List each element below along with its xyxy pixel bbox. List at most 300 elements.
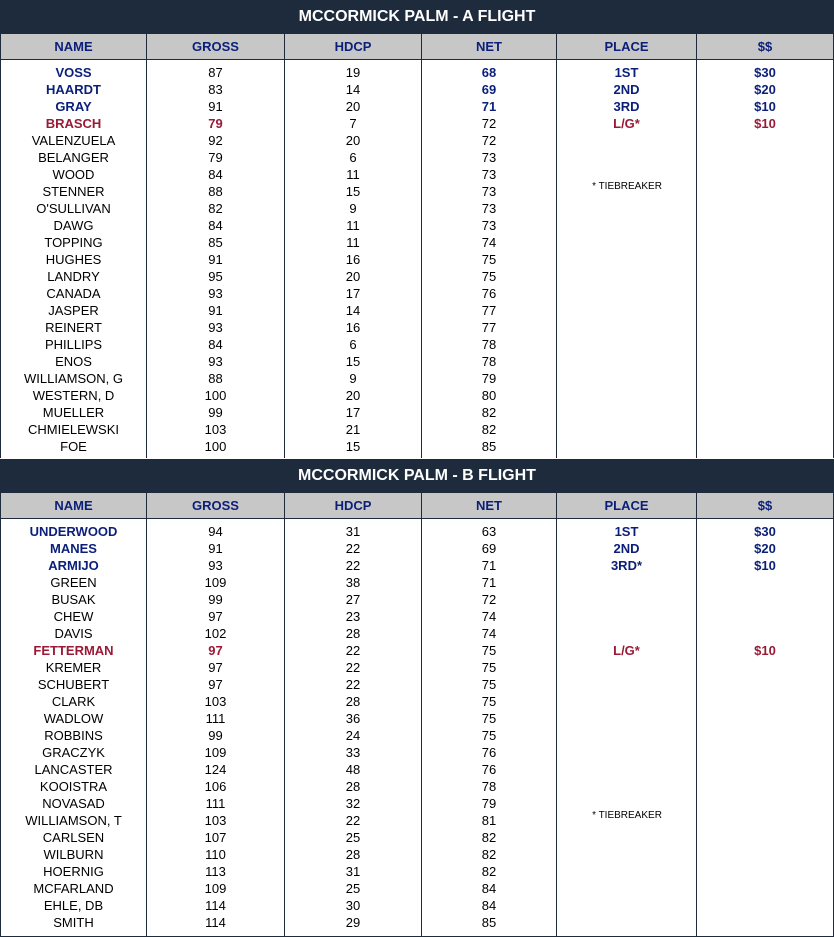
table-cell-money <box>697 591 833 608</box>
table-cell-gross: 92 <box>208 133 223 148</box>
header-hdcp: HDCP <box>285 493 422 518</box>
table-cell-place <box>557 404 696 421</box>
table-cell-net: 72 <box>481 133 497 148</box>
table-cell-name: FETTERMAN <box>33 643 114 658</box>
flight-b-body <box>0 519 834 937</box>
table-cell-gross: 91 <box>208 252 223 267</box>
table-cell-place <box>557 676 696 693</box>
table-cell-name: LANCASTER <box>34 762 113 777</box>
table-cell-hdcp: 20 <box>345 99 361 114</box>
table-cell-gross: 97 <box>208 609 223 624</box>
table-cell-hdcp: 16 <box>345 252 361 267</box>
table-cell-net: 63 <box>481 524 497 539</box>
table-cell-money <box>697 710 833 727</box>
table-cell-place <box>557 727 696 744</box>
table-cell-hdcp: 9 <box>349 371 357 386</box>
table-cell-gross: 94 <box>208 524 223 539</box>
table-cell-place <box>557 353 696 370</box>
table-cell-net: 75 <box>481 694 497 709</box>
table-cell-money <box>697 251 833 268</box>
table-cell-net: 82 <box>481 405 497 420</box>
table-cell-hdcp: 17 <box>345 405 361 420</box>
table-cell-hdcp: 14 <box>345 82 361 97</box>
table-cell-hdcp: 24 <box>345 728 361 743</box>
table-cell-name: DAWG <box>53 218 94 233</box>
table-cell-gross: 87 <box>208 65 223 80</box>
table-cell-money <box>697 880 833 897</box>
name-column <box>0 60 147 458</box>
table-cell-net: 75 <box>481 728 497 743</box>
table-cell-net: 78 <box>481 354 497 369</box>
table-cell-place <box>557 880 696 897</box>
header-gross: GROSS <box>147 34 285 59</box>
table-cell-place <box>557 608 696 625</box>
table-cell-place <box>557 302 696 319</box>
flight-a-title: MCCORMICK PALM - A FLIGHT <box>0 0 834 33</box>
table-cell-gross: 83 <box>208 82 223 97</box>
table-cell-money <box>697 914 833 931</box>
table-cell-hdcp: 14 <box>345 303 361 318</box>
table-cell-net: 71 <box>481 99 497 114</box>
header-money: $$ <box>697 34 834 59</box>
table-cell-place <box>557 778 696 795</box>
table-cell-name: WILLIAMSON, G <box>24 371 123 386</box>
table-cell-hdcp: 22 <box>345 813 361 828</box>
table-cell-net: 71 <box>481 575 497 590</box>
table-cell-hdcp: 11 <box>346 167 360 182</box>
table-cell-hdcp: 25 <box>345 830 361 845</box>
table-cell-money: $20 <box>754 541 776 556</box>
table-cell-money <box>697 353 833 370</box>
table-cell-money <box>697 744 833 761</box>
table-cell-gross: 103 <box>204 422 227 437</box>
table-cell-hdcp: 20 <box>345 388 361 403</box>
header-name: NAME <box>0 493 147 518</box>
table-cell-place <box>557 251 696 268</box>
table-cell-net: 78 <box>481 779 497 794</box>
table-cell-hdcp: 28 <box>345 694 361 709</box>
table-cell-money <box>697 676 833 693</box>
table-cell-money <box>697 234 833 251</box>
table-cell-hdcp: 20 <box>345 133 361 148</box>
table-cell-name: VALENZUELA <box>31 133 116 148</box>
table-cell-net: 77 <box>481 303 497 318</box>
table-cell-money <box>697 897 833 914</box>
gross-column <box>147 60 285 458</box>
table-cell-place <box>557 149 696 166</box>
table-cell-hdcp: 48 <box>345 762 361 777</box>
table-cell-gross: 85 <box>208 235 223 250</box>
header-net: NET <box>422 493 557 518</box>
table-cell-name: HUGHES <box>45 252 102 267</box>
table-cell-gross: 106 <box>204 779 227 794</box>
table-cell-name: HAARDT <box>46 82 101 97</box>
table-cell-hdcp: 22 <box>345 558 361 573</box>
table-cell-hdcp: 9 <box>349 201 357 216</box>
table-cell-money: $10 <box>754 99 776 114</box>
table-cell-name: MANES <box>50 541 97 556</box>
table-cell-net: 77 <box>481 320 497 335</box>
table-cell-name: DAVIS <box>54 626 93 641</box>
table-cell-hdcp: 28 <box>345 847 361 862</box>
table-cell-name: CHMIELEWSKI <box>27 422 119 437</box>
table-cell-gross: 99 <box>208 405 223 420</box>
table-cell-name: WILLIAMSON, T <box>25 813 122 828</box>
table-cell-net: 82 <box>481 422 497 437</box>
table-cell-hdcp: 20 <box>345 269 361 284</box>
flight-b-section <box>0 459 834 937</box>
table-cell-gross: 114 <box>205 915 226 930</box>
table-cell-name: PHILLIPS <box>44 337 103 352</box>
table-cell-name: KREMER <box>45 660 102 675</box>
table-cell-hdcp: 22 <box>345 643 361 658</box>
table-cell-net: 75 <box>481 711 497 726</box>
table-cell-net: 84 <box>481 898 497 913</box>
table-cell-net: 76 <box>481 762 497 777</box>
table-cell-net: 69 <box>481 541 497 556</box>
table-cell-name: STENNER <box>42 184 105 199</box>
table-cell-money <box>697 370 833 387</box>
table-cell-net: 81 <box>481 813 497 828</box>
table-cell-money: $30 <box>754 65 776 80</box>
place-column <box>557 519 697 937</box>
table-cell-hdcp: 6 <box>349 150 357 165</box>
table-cell-net: 82 <box>481 847 497 862</box>
table-cell-money <box>697 166 833 183</box>
table-cell-money <box>697 183 833 200</box>
table-cell-name: SMITH <box>53 915 94 930</box>
flight-a-header-row <box>0 33 834 60</box>
table-cell-name: FOE <box>60 439 87 454</box>
table-cell-name: REINERT <box>45 320 102 335</box>
table-cell-gross: 82 <box>208 201 223 216</box>
table-cell-money <box>697 149 833 166</box>
table-cell-name: CHEW <box>53 609 94 624</box>
table-cell-net: 75 <box>481 643 497 658</box>
table-cell-hdcp: 28 <box>345 779 361 794</box>
table-cell-hdcp: 30 <box>345 898 361 913</box>
table-cell-net: 79 <box>481 371 497 386</box>
table-cell-hdcp: 33 <box>345 745 361 760</box>
table-cell-net: 71 <box>481 558 497 573</box>
table-cell-money <box>697 727 833 744</box>
table-cell-name: UNDERWOOD <box>29 524 118 539</box>
flight-a-body <box>0 60 834 458</box>
table-cell-place <box>557 200 696 217</box>
table-cell-hdcp: 23 <box>345 609 361 624</box>
table-cell-gross: 111 <box>205 796 226 811</box>
table-cell-place <box>557 387 696 404</box>
table-cell-hdcp: 31 <box>345 864 361 879</box>
table-cell-place <box>557 897 696 914</box>
table-cell-name: WOOD <box>52 167 95 182</box>
table-cell-name: ARMIJO <box>48 558 99 573</box>
table-cell-hdcp: 31 <box>345 524 361 539</box>
table-cell-gross: 103 <box>204 694 227 709</box>
table-cell-net: 84 <box>481 881 497 896</box>
table-cell-gross: 109 <box>204 745 227 760</box>
table-cell-money <box>697 319 833 336</box>
table-cell-money: $10 <box>754 116 776 131</box>
table-cell-name: HOERNIG <box>43 864 104 879</box>
table-cell-hdcp: 6 <box>349 337 357 352</box>
table-cell-name: EHLE, DB <box>43 898 104 913</box>
table-cell-net: 73 <box>481 167 497 182</box>
table-cell-hdcp: 22 <box>345 677 361 692</box>
table-cell-money: $10 <box>754 643 776 658</box>
table-cell-place <box>557 761 696 778</box>
table-cell-gross: 107 <box>204 830 227 845</box>
table-cell-money <box>697 778 833 795</box>
table-cell-gross: 88 <box>208 371 223 386</box>
table-cell-hdcp: 27 <box>345 592 361 607</box>
table-cell-money <box>697 829 833 846</box>
table-cell-net: 72 <box>481 592 497 607</box>
table-cell-place <box>557 914 696 931</box>
table-cell-net: 73 <box>481 184 497 199</box>
table-cell-money <box>697 812 833 829</box>
table-cell-place <box>557 319 696 336</box>
table-cell-gross: 114 <box>205 898 226 913</box>
table-cell-gross: 95 <box>208 269 223 284</box>
table-cell-net: 73 <box>481 201 497 216</box>
table-cell-name: BUSAK <box>51 592 96 607</box>
table-cell-money <box>697 217 833 234</box>
table-cell-place <box>557 336 696 353</box>
tiebreaker-note: * TIEBREAKER <box>592 810 662 821</box>
table-cell-net: 78 <box>481 337 497 352</box>
table-cell-money <box>697 302 833 319</box>
table-cell-name: GRACZYK <box>42 745 105 760</box>
table-cell-money <box>697 795 833 812</box>
header-name: NAME <box>0 34 147 59</box>
table-cell-gross: 91 <box>208 303 223 318</box>
table-cell-net: 72 <box>481 116 497 131</box>
table-cell-name: LANDRY <box>47 269 100 284</box>
header-place: PLACE <box>557 493 697 518</box>
table-cell-hdcp: 7 <box>349 116 357 131</box>
table-cell-name: KOOISTRA <box>39 779 108 794</box>
table-cell-name: NOVASAD <box>42 796 105 811</box>
table-cell-gross: 113 <box>205 864 226 879</box>
table-cell-money <box>697 608 833 625</box>
table-cell-hdcp: 22 <box>345 660 361 675</box>
table-cell-place: 3RD* <box>610 558 643 573</box>
table-cell-name: GRAY <box>55 99 92 114</box>
hdcp-column <box>285 519 422 937</box>
table-cell-money <box>697 268 833 285</box>
table-cell-name: BELANGER <box>38 150 109 165</box>
table-cell-hdcp: 28 <box>345 626 361 641</box>
table-cell-money <box>697 438 833 455</box>
place-column <box>557 60 697 458</box>
table-cell-hdcp: 15 <box>345 439 361 454</box>
table-cell-money: $20 <box>754 82 776 97</box>
header-net: NET <box>422 34 557 59</box>
table-cell-name: SCHUBERT <box>37 677 110 692</box>
header-money: $$ <box>697 493 834 518</box>
flight-b-title: MCCORMICK PALM - B FLIGHT <box>0 459 834 492</box>
table-cell-net: 76 <box>481 745 497 760</box>
table-cell-hdcp: 38 <box>345 575 361 590</box>
hdcp-column <box>285 60 422 458</box>
table-cell-place <box>557 625 696 642</box>
table-cell-name: MUELLER <box>42 405 105 420</box>
table-cell-gross: 93 <box>208 354 223 369</box>
table-cell-gross: 99 <box>208 728 223 743</box>
table-cell-gross: 91 <box>208 541 223 556</box>
table-cell-net: 75 <box>481 677 497 692</box>
table-cell-money <box>697 404 833 421</box>
table-cell-name: JASPER <box>48 303 99 318</box>
table-cell-gross: 109 <box>204 575 227 590</box>
table-cell-gross: 110 <box>205 847 226 862</box>
table-cell-place <box>557 132 696 149</box>
table-cell-gross: 109 <box>204 881 227 896</box>
table-cell-net: 79 <box>481 796 497 811</box>
table-cell-money <box>697 421 833 438</box>
table-cell-hdcp: 15 <box>345 184 361 199</box>
table-cell-gross: 99 <box>208 592 223 607</box>
table-cell-net: 74 <box>481 235 497 250</box>
table-cell-place <box>557 234 696 251</box>
table-cell-gross: 100 <box>204 439 227 454</box>
table-cell-place <box>557 659 696 676</box>
table-cell-place: 3RD <box>613 99 640 114</box>
gross-column <box>147 519 285 937</box>
money-column <box>697 60 834 458</box>
header-place: PLACE <box>557 34 697 59</box>
table-cell-place <box>557 421 696 438</box>
net-column <box>422 519 557 937</box>
table-cell-gross: 88 <box>208 184 223 199</box>
table-cell-name: WILBURN <box>43 847 104 862</box>
header-hdcp: HDCP <box>285 34 422 59</box>
table-cell-hdcp: 19 <box>345 65 361 80</box>
table-cell-money <box>697 285 833 302</box>
table-cell-name: CANADA <box>46 286 101 301</box>
table-cell-net: 80 <box>481 388 497 403</box>
table-cell-money: $30 <box>754 524 776 539</box>
table-cell-name: CARLSEN <box>42 830 105 845</box>
table-cell-place <box>557 370 696 387</box>
table-cell-name: ROBBINS <box>44 728 103 743</box>
table-cell-net: 85 <box>481 439 497 454</box>
table-cell-net: 75 <box>481 660 497 675</box>
table-cell-place <box>557 710 696 727</box>
table-cell-net: 75 <box>481 252 497 267</box>
table-cell-name: GREEN <box>50 575 97 590</box>
table-cell-gross: 97 <box>208 677 223 692</box>
table-cell-place <box>557 591 696 608</box>
table-cell-hdcp: 15 <box>345 354 361 369</box>
table-cell-hdcp: 21 <box>345 422 361 437</box>
money-column <box>697 519 834 937</box>
table-cell-place <box>557 268 696 285</box>
flight-a-section <box>0 0 834 458</box>
header-gross: GROSS <box>147 493 285 518</box>
table-cell-net: 69 <box>481 82 497 97</box>
table-cell-gross: 91 <box>208 99 223 114</box>
table-cell-money <box>697 693 833 710</box>
table-cell-money: $10 <box>754 558 776 573</box>
table-cell-place <box>557 744 696 761</box>
table-cell-net: 82 <box>481 864 497 879</box>
table-cell-place <box>557 863 696 880</box>
table-cell-gross: 103 <box>204 813 227 828</box>
table-cell-money <box>697 659 833 676</box>
net-column <box>422 60 557 458</box>
table-cell-net: 85 <box>481 915 497 930</box>
table-cell-money <box>697 761 833 778</box>
table-cell-net: 76 <box>481 286 497 301</box>
table-cell-gross: 84 <box>208 167 223 182</box>
table-cell-place <box>557 829 696 846</box>
table-cell-gross: 111 <box>205 711 226 726</box>
table-cell-hdcp: 11 <box>346 218 360 233</box>
table-cell-money <box>697 625 833 642</box>
table-cell-hdcp: 32 <box>345 796 361 811</box>
table-cell-hdcp: 36 <box>345 711 361 726</box>
flight-b-header-row <box>0 492 834 519</box>
table-cell-name: BRASCH <box>45 116 102 131</box>
table-cell-hdcp: 25 <box>345 881 361 896</box>
table-cell-name: WESTERN, D <box>32 388 115 403</box>
tiebreaker-note: * TIEBREAKER <box>592 181 662 192</box>
table-cell-gross: 79 <box>208 150 223 165</box>
table-cell-place <box>557 574 696 591</box>
table-cell-place <box>557 693 696 710</box>
table-cell-money <box>697 574 833 591</box>
table-cell-name: CLARK <box>51 694 96 709</box>
table-cell-money <box>697 846 833 863</box>
table-cell-place: 2ND <box>613 82 640 97</box>
table-cell-name: MCFARLAND <box>33 881 114 896</box>
table-cell-hdcp: 22 <box>345 541 361 556</box>
table-cell-net: 73 <box>481 218 497 233</box>
table-cell-gross: 84 <box>208 218 223 233</box>
table-cell-gross: 97 <box>208 643 223 658</box>
table-cell-place: 1ST <box>614 524 639 539</box>
table-cell-hdcp: 16 <box>345 320 361 335</box>
table-cell-place: L/G* <box>613 643 640 658</box>
table-cell-place <box>557 846 696 863</box>
table-cell-hdcp: 17 <box>345 286 361 301</box>
table-cell-net: 75 <box>481 269 497 284</box>
table-cell-money <box>697 387 833 404</box>
table-cell-net: 74 <box>481 626 497 641</box>
table-cell-gross: 100 <box>204 388 227 403</box>
table-cell-hdcp: 29 <box>345 915 361 930</box>
name-column <box>0 519 147 937</box>
table-cell-gross: 79 <box>208 116 223 131</box>
table-cell-money <box>697 132 833 149</box>
table-cell-place <box>557 285 696 302</box>
table-cell-place <box>557 438 696 455</box>
table-cell-name: ENOS <box>55 354 92 369</box>
table-cell-gross: 102 <box>204 626 227 641</box>
table-cell-gross: 97 <box>208 660 223 675</box>
table-cell-gross: 93 <box>208 320 223 335</box>
table-cell-name: VOSS <box>55 65 92 80</box>
table-cell-gross: 93 <box>208 286 223 301</box>
table-cell-gross: 124 <box>204 762 227 777</box>
table-cell-net: 74 <box>481 609 497 624</box>
table-cell-name: TOPPING <box>44 235 103 250</box>
table-cell-gross: 93 <box>208 558 223 573</box>
table-cell-net: 68 <box>481 65 497 80</box>
table-cell-net: 82 <box>481 830 497 845</box>
